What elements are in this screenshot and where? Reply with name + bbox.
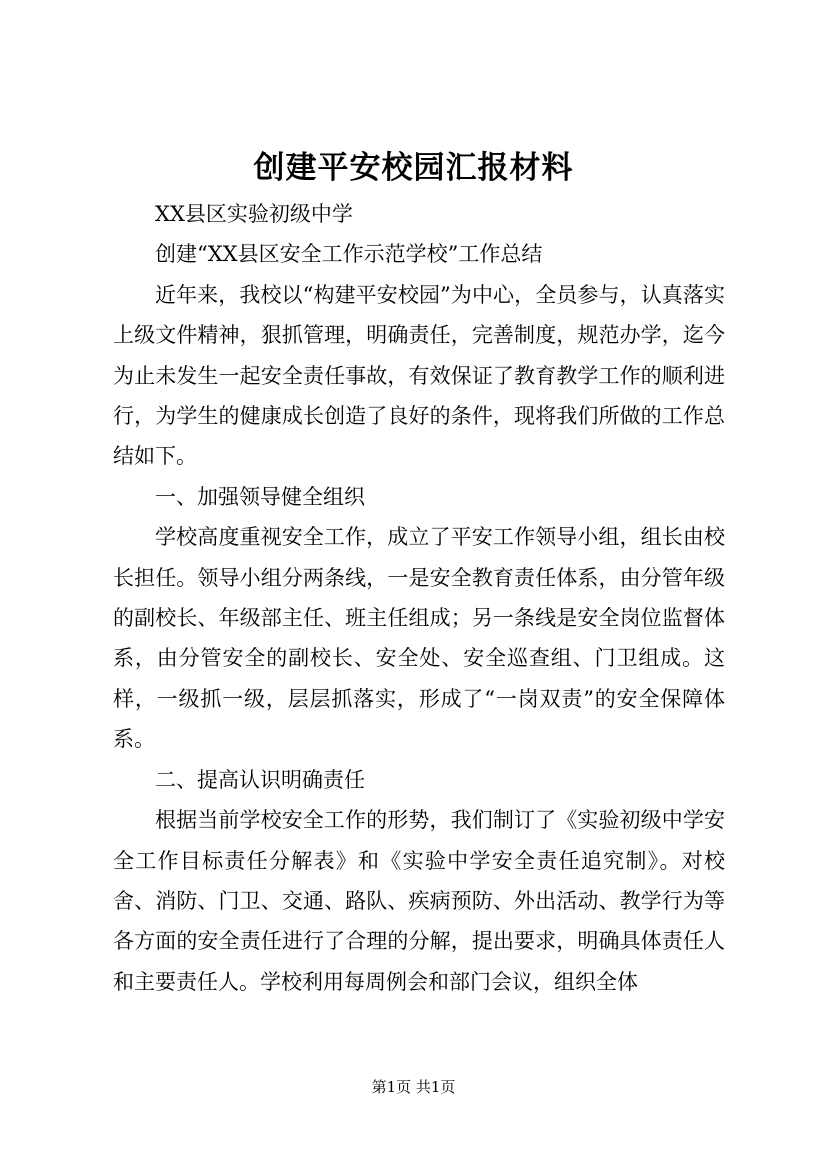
section-2-paragraph: 根据当前学校安全工作的形势，我们制订了《实验初级中学安全工作目标责任分解表》和《实验中学安全责任追究制》。对校舍、消防、门卫、交通、路队、疾病预防、外出活动、教学行为等各方面的安全责任进行了合理的分解，提出要求，明确具体责任人和主要责任人。学校利用每周例会和部门会议，组织全体 [113,808,725,994]
section-1-paragraph: 学校高度重视安全工作，成立了平安工作领导小组，组长由校长担任。领导小组分两条线，一是安全教育责任体系，由分管年级的副校长、年级部主任、班主任组成；另一条线是安全岗位监督体系，由分管安全的副校长、安全处、安全巡查组、门卫组成。这样，一级抓一级，层层抓落实，形成了“一岗双责”的安全保障体系。 [113,525,725,752]
document-body [113,194,725,1002]
section-heading-2: 二、提高认识明确责任 [155,767,365,792]
intro-paragraph: 近年来，我校以“构建平安校园”为中心，全员参与，认真落实上级文件精神，狠抓管理，明确责任，完善制度，规范办学，迄今为止未发生一起安全责任事故，有效保证了教育教学工作的顺利进行，为学生的健康成长创造了良好的条件，现将我们所做的工作总结如下。 [113,282,725,469]
page-footer: 第1页 共1页 [371,1078,456,1096]
section-heading-1: 一、加强领导健全组织 [155,484,365,509]
report-subtitle: 创建“XX县区安全工作示范学校”工作总结 [155,242,543,267]
school-name: XX县区实验初级中学 [155,202,353,226]
document-title: 创建平安校园汇报材料 [253,150,574,186]
